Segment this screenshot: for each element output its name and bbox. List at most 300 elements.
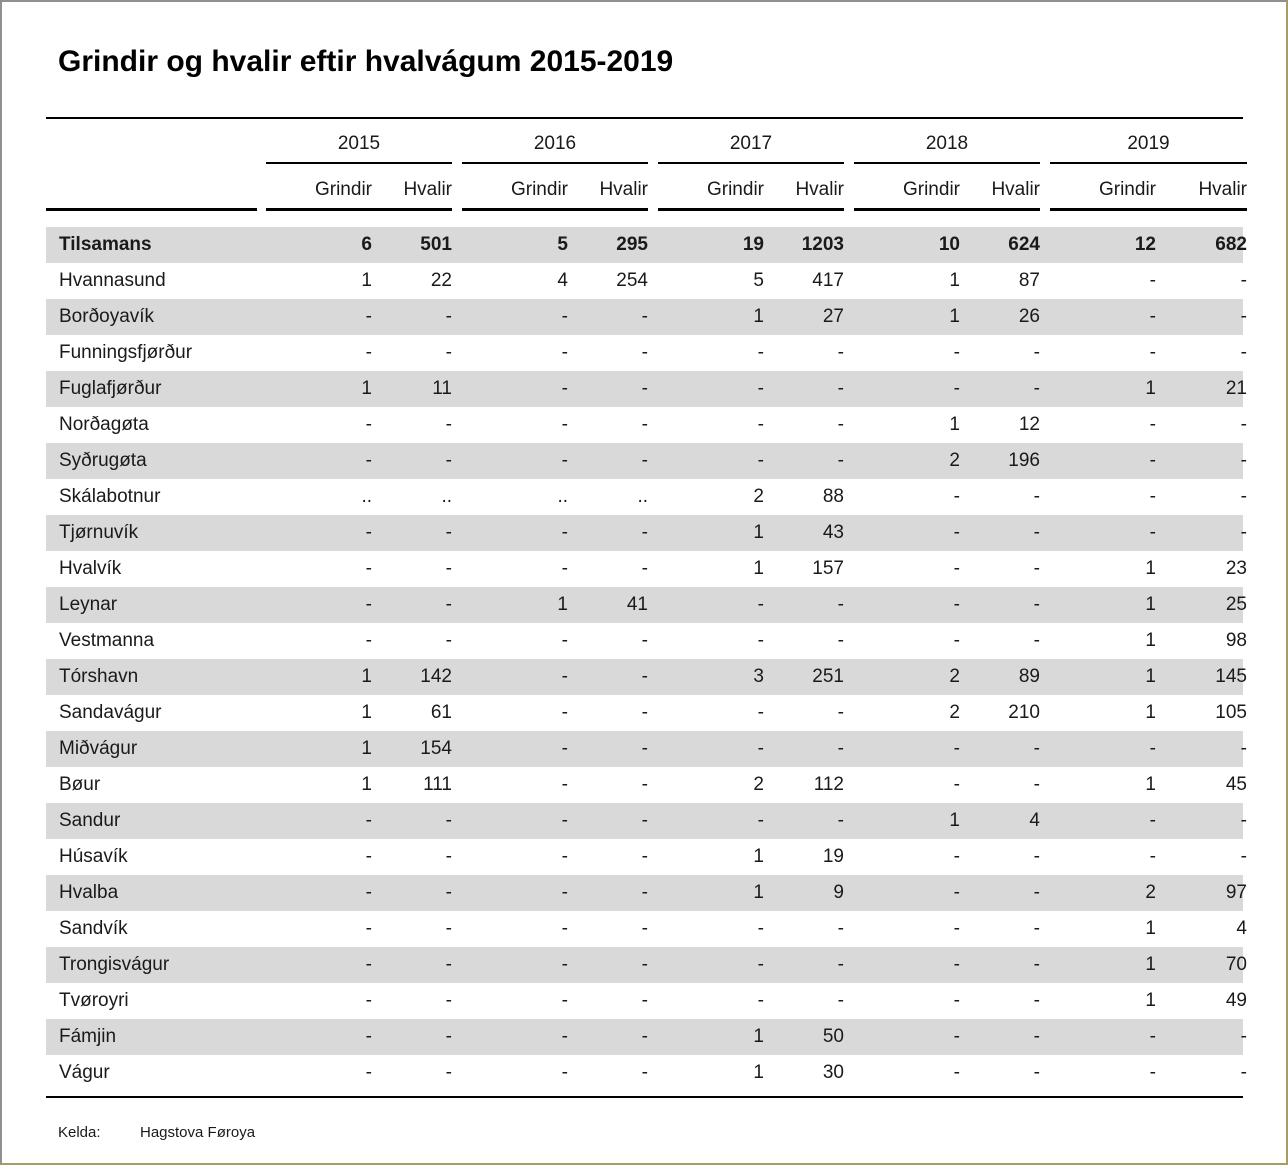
grindir-value: -	[365, 522, 372, 543]
table-row	[46, 659, 1247, 695]
row-label: Sandavágur	[59, 702, 162, 723]
grindir-value: 1	[1145, 630, 1156, 651]
hvalir-value: 111	[423, 774, 452, 795]
grindir-value: -	[953, 558, 960, 579]
hvalir-value: 251	[812, 666, 844, 687]
hvalir-value: -	[1033, 558, 1040, 579]
hvalir-value: -	[641, 882, 648, 903]
grindir-value: -	[561, 810, 568, 831]
year-values-group	[854, 803, 1040, 839]
hvalir-value: -	[641, 918, 648, 939]
year-values-group	[854, 911, 1040, 947]
hvalir-value: -	[1240, 810, 1247, 831]
year-values-group	[462, 731, 648, 767]
grindir-value: -	[757, 342, 764, 363]
hvalir-value: -	[1033, 738, 1040, 759]
year-values-group	[658, 371, 844, 407]
year-values-group	[266, 623, 452, 659]
hvalir-value: -	[837, 342, 844, 363]
year-values-group	[266, 263, 452, 299]
year-values-group	[1050, 335, 1247, 371]
table-row	[46, 947, 1247, 983]
year-values-group	[1050, 1019, 1247, 1055]
grindir-value: 1	[753, 522, 764, 543]
row-label: Hvalba	[59, 882, 119, 903]
grindir-value: -	[953, 846, 960, 867]
hvalir-value: -	[445, 306, 452, 327]
grindir-value: -	[1149, 270, 1156, 291]
grindir-value: 1	[1145, 702, 1156, 723]
year-values-group	[658, 839, 844, 875]
grindir-value: 1	[753, 882, 764, 903]
grindir-value: 1	[1145, 990, 1156, 1011]
grindir-value: -	[757, 414, 764, 435]
hvalir-value: 112	[813, 774, 844, 795]
year-values-group	[854, 227, 1040, 263]
year-values-group	[266, 1019, 452, 1055]
hvalir-value: -	[445, 558, 452, 579]
year-values-group	[658, 875, 844, 911]
grindir-value: -	[365, 1062, 372, 1083]
hvalir-value: 43	[822, 522, 844, 543]
grindir-value: -	[757, 954, 764, 975]
year-values-group	[1050, 407, 1247, 443]
grindir-value: -	[757, 378, 764, 399]
year-label: 2016	[533, 133, 577, 154]
year-values-group	[658, 767, 844, 803]
hvalir-value: 26	[1018, 306, 1040, 327]
year-values-group	[462, 335, 648, 371]
year-values-group	[1050, 803, 1247, 839]
grindir-value: -	[561, 378, 568, 399]
row-label-column-header	[46, 164, 257, 211]
year-values-group	[1050, 443, 1247, 479]
grindir-value: -	[365, 558, 372, 579]
year-values-group	[658, 911, 844, 947]
hvalir-value: -	[445, 954, 452, 975]
hvalir-value: -	[445, 630, 452, 651]
grindir-value: -	[953, 378, 960, 399]
year-values-group	[658, 659, 844, 695]
table-row	[46, 839, 1247, 875]
year-values-group	[658, 1019, 844, 1055]
hvalir-value: -	[641, 306, 648, 327]
table-row	[46, 983, 1247, 1019]
table-row	[46, 479, 1247, 515]
hvalir-value: -	[1240, 486, 1247, 507]
hvalir-value: -	[641, 738, 648, 759]
year-values-group	[1050, 659, 1247, 695]
year-values-group	[266, 407, 452, 443]
grindir-value: -	[953, 990, 960, 1011]
grindir-value: -	[365, 882, 372, 903]
grindir-column-header: Grindir	[1098, 179, 1156, 200]
grindir-value: -	[561, 342, 568, 363]
hvalir-value: -	[445, 594, 452, 615]
hvalir-value: -	[837, 918, 844, 939]
grindir-value: 19	[742, 234, 764, 255]
hvalir-value: -	[641, 342, 648, 363]
row-label: Leynar	[59, 594, 118, 615]
row-label: Skálabotnur	[59, 486, 161, 507]
table-row	[46, 335, 1247, 371]
hvalir-value: -	[641, 990, 648, 1011]
grindir-value: -	[953, 1062, 960, 1083]
row-label: Sandvík	[59, 918, 128, 939]
grindir-value: 1	[361, 270, 372, 291]
table-row	[46, 515, 1247, 551]
year-values-group	[1050, 839, 1247, 875]
hvalir-value: -	[1240, 342, 1247, 363]
year-values-group	[658, 947, 844, 983]
year-values-group	[462, 227, 648, 263]
grindir-value: 1	[361, 666, 372, 687]
hvalir-value: 50	[822, 1026, 844, 1047]
year-values-group	[1050, 947, 1247, 983]
year-values-group	[658, 1055, 844, 1091]
year-values-group	[1050, 299, 1247, 335]
hvalir-value: -	[641, 774, 648, 795]
year-values-group	[854, 1055, 1040, 1091]
grindir-value: 1	[753, 306, 764, 327]
hvalir-value: 87	[1018, 270, 1040, 291]
hvalir-value: 89	[1018, 666, 1040, 687]
grindir-value: 1	[949, 414, 960, 435]
year-values-group	[462, 839, 648, 875]
grindir-value: 1	[361, 738, 372, 759]
grindir-value: -	[1149, 342, 1156, 363]
year-values-group	[1050, 767, 1247, 803]
year-values-group	[854, 263, 1040, 299]
hvalir-value: -	[1033, 1026, 1040, 1047]
hvalir-value: -	[1033, 378, 1040, 399]
hvalir-value: 25	[1225, 594, 1247, 615]
year-values-group	[462, 263, 648, 299]
year-values-group	[266, 947, 452, 983]
hvalir-value: 4	[1029, 810, 1040, 831]
year-values-group	[854, 551, 1040, 587]
hvalir-column-header: Hvalir	[991, 179, 1040, 200]
table-row	[46, 587, 1247, 623]
hvalir-value: 45	[1225, 774, 1247, 795]
hvalir-value: -	[837, 954, 844, 975]
grindir-value: -	[561, 666, 568, 687]
year-values-group	[1050, 227, 1247, 263]
year-values-group	[266, 731, 452, 767]
table-row	[46, 875, 1247, 911]
grindir-value: 1	[557, 594, 568, 615]
year-values-group	[854, 515, 1040, 551]
table-row	[46, 299, 1247, 335]
table-row	[46, 767, 1247, 803]
hvalir-value: 19	[822, 846, 844, 867]
hvalir-value: -	[1240, 1026, 1247, 1047]
year-values-group	[266, 1055, 452, 1091]
year-values-group	[854, 587, 1040, 623]
grindir-value: 4	[557, 270, 568, 291]
grindir-value: -	[953, 738, 960, 759]
grindir-value: 1	[1145, 666, 1156, 687]
hvalir-value: 41	[626, 594, 648, 615]
row-label: Bøur	[59, 774, 101, 795]
row-label: Tórshavn	[59, 666, 139, 687]
year-values-group	[266, 371, 452, 407]
hvalir-value: -	[641, 630, 648, 651]
year-values-group	[854, 443, 1040, 479]
grindir-value: -	[953, 594, 960, 615]
year-group	[462, 119, 648, 164]
hvalir-value: -	[1240, 306, 1247, 327]
hvalir-value: -	[1033, 846, 1040, 867]
year-values-group	[1050, 875, 1247, 911]
source-name: Hagstova Føroya	[140, 1124, 256, 1141]
year-values-group	[266, 479, 452, 515]
year-values-group	[854, 335, 1040, 371]
row-label: Syðrugøta	[59, 450, 147, 471]
grindir-value: 1	[1145, 774, 1156, 795]
grindir-value: -	[953, 882, 960, 903]
grindir-value: -	[757, 630, 764, 651]
hvalir-value: 30	[822, 1062, 844, 1083]
grindir-value: 1	[1145, 378, 1156, 399]
table-row	[46, 407, 1247, 443]
hvalir-value: -	[445, 918, 452, 939]
grindir-value: -	[561, 774, 568, 795]
year-values-group	[462, 299, 648, 335]
year-values-group	[462, 1055, 648, 1091]
hvalir-value: -	[445, 990, 452, 1011]
hvalir-value: -	[1033, 774, 1040, 795]
grindir-value: 6	[361, 234, 372, 255]
year-values-group	[266, 767, 452, 803]
grindir-value: -	[561, 882, 568, 903]
year-values-group	[1050, 911, 1247, 947]
grindir-value: -	[1149, 450, 1156, 471]
subheader-group	[854, 164, 1040, 211]
grindir-value: 2	[949, 450, 960, 471]
grindir-value: -	[953, 630, 960, 651]
year-values-group	[462, 1019, 648, 1055]
hvalir-value: -	[1033, 918, 1040, 939]
grindir-value: 1	[1145, 594, 1156, 615]
hvalir-value: -	[641, 450, 648, 471]
year-values-group	[266, 335, 452, 371]
hvalir-value: -	[1033, 630, 1040, 651]
row-label: Vestmanna	[59, 630, 155, 651]
row-label: Húsavík	[59, 846, 128, 867]
year-values-group	[462, 515, 648, 551]
grindir-value: -	[365, 954, 372, 975]
hvalir-value: 501	[420, 234, 452, 255]
year-values-group	[266, 875, 452, 911]
grindir-value: -	[365, 918, 372, 939]
hvalir-value: 254	[616, 270, 648, 291]
grindir-value: 2	[949, 702, 960, 723]
year-values-group	[658, 803, 844, 839]
grindir-value: -	[953, 918, 960, 939]
hvalir-value: 9	[833, 882, 844, 903]
grindir-value: 1	[361, 378, 372, 399]
year-values-group	[854, 839, 1040, 875]
grindir-value: 1	[1145, 558, 1156, 579]
hvalir-value: -	[1033, 522, 1040, 543]
hvalir-value: -	[641, 954, 648, 975]
year-values-group	[854, 1019, 1040, 1055]
grindir-value: -	[561, 846, 568, 867]
hvalir-value: -	[1240, 738, 1247, 759]
year-values-group	[658, 407, 844, 443]
year-values-group	[462, 587, 648, 623]
year-values-group	[1050, 479, 1247, 515]
grindir-value: ..	[361, 486, 372, 507]
hvalir-value: -	[445, 846, 452, 867]
hvalir-value: 4	[1236, 918, 1247, 939]
grindir-value: -	[561, 738, 568, 759]
subheader-group	[1050, 164, 1247, 211]
grindir-value: 1	[753, 1062, 764, 1083]
year-group	[1050, 119, 1247, 164]
hvalir-value: 27	[822, 306, 844, 327]
grindir-value: -	[561, 522, 568, 543]
year-values-group	[1050, 695, 1247, 731]
hvalir-value: -	[837, 702, 844, 723]
grindir-value: -	[1149, 522, 1156, 543]
year-values-group	[854, 407, 1040, 443]
year-values-group	[854, 479, 1040, 515]
grindir-value: 1	[753, 558, 764, 579]
hvalir-value: -	[641, 1026, 648, 1047]
hvalir-value: 22	[430, 270, 452, 291]
row-label: Fámjin	[59, 1026, 117, 1047]
hvalir-value: -	[837, 378, 844, 399]
grindir-value: -	[561, 306, 568, 327]
hvalir-value: 154	[420, 738, 452, 759]
grindir-value: -	[757, 810, 764, 831]
table-body	[46, 227, 1247, 1091]
year-values-group	[266, 515, 452, 551]
hvalir-value: -	[1240, 270, 1247, 291]
grindir-value: -	[757, 990, 764, 1011]
grindir-value: ..	[557, 486, 568, 507]
hvalir-column-header: Hvalir	[795, 179, 844, 200]
year-values-group	[854, 983, 1040, 1019]
hvalir-column-header: Hvalir	[599, 179, 648, 200]
table-row	[46, 911, 1247, 947]
grindir-value: -	[1149, 486, 1156, 507]
year-values-group	[658, 695, 844, 731]
hvalir-value: -	[641, 558, 648, 579]
table-row	[46, 803, 1247, 839]
grindir-value: -	[365, 306, 372, 327]
hvalir-column-header: Hvalir	[1198, 179, 1247, 200]
year-values-group	[266, 803, 452, 839]
grindir-value: 1	[753, 1026, 764, 1047]
grindir-value: -	[365, 450, 372, 471]
year-values-group	[854, 299, 1040, 335]
hvalir-value: -	[1240, 414, 1247, 435]
year-values-group	[1050, 587, 1247, 623]
year-values-group	[854, 875, 1040, 911]
hvalir-value: -	[1033, 486, 1040, 507]
grindir-value: 1	[361, 774, 372, 795]
year-values-group	[462, 623, 648, 659]
hvalir-value: 142	[420, 666, 452, 687]
year-values-group	[658, 515, 844, 551]
hvalir-value: -	[445, 342, 452, 363]
grindir-value: -	[953, 954, 960, 975]
grindir-value: -	[561, 558, 568, 579]
year-values-group	[658, 335, 844, 371]
hvalir-value: -	[641, 702, 648, 723]
grindir-value: -	[757, 738, 764, 759]
grindir-value: -	[1149, 846, 1156, 867]
hvalir-value: -	[1240, 1062, 1247, 1083]
hvalir-value: 98	[1225, 630, 1247, 651]
grindir-value: 5	[557, 234, 568, 255]
header-spacer	[46, 119, 257, 164]
year-values-group	[1050, 515, 1247, 551]
row-label: Borðoyavík	[59, 306, 155, 327]
hvalir-value: -	[641, 1062, 648, 1083]
year-group	[854, 119, 1040, 164]
hvalir-value: -	[1033, 990, 1040, 1011]
hvalir-value: 1203	[801, 234, 844, 255]
year-values-group	[266, 227, 452, 263]
grindir-column-header: Grindir	[510, 179, 568, 200]
year-values-group	[1050, 983, 1247, 1019]
hvalir-value: -	[1033, 882, 1040, 903]
year-values-group	[1050, 263, 1247, 299]
grindir-value: -	[1149, 810, 1156, 831]
grindir-value: 1	[949, 306, 960, 327]
hvalir-value: -	[641, 666, 648, 687]
year-values-group	[658, 587, 844, 623]
row-label: Fuglafjørður	[59, 378, 162, 399]
grindir-value: -	[953, 522, 960, 543]
hvalir-value: -	[1240, 450, 1247, 471]
hvalir-value: 23	[1225, 558, 1247, 579]
grindir-value: -	[561, 630, 568, 651]
year-values-group	[462, 875, 648, 911]
year-values-group	[854, 947, 1040, 983]
hvalir-value: -	[445, 1026, 452, 1047]
whale-catch-table	[46, 117, 1247, 1098]
year-values-group	[1050, 623, 1247, 659]
hvalir-value: 49	[1225, 990, 1247, 1011]
row-label: Tjørnuvík	[59, 522, 139, 543]
year-values-group	[266, 587, 452, 623]
hvalir-value: -	[445, 522, 452, 543]
hvalir-value: 157	[812, 558, 844, 579]
row-label: Vágur	[59, 1062, 110, 1083]
row-label: Sandur	[59, 810, 121, 831]
grindir-value: -	[561, 414, 568, 435]
table-row	[46, 1055, 1247, 1091]
row-label: Funningsfjørður	[59, 342, 193, 363]
hvalir-value: 105	[1215, 702, 1247, 723]
row-label: Hvannasund	[59, 270, 166, 291]
page-title: Grindir og hvalir eftir hvalvágum 2015-2019	[58, 45, 674, 78]
subheader-group	[266, 164, 452, 211]
year-values-group	[462, 947, 648, 983]
table-row	[46, 731, 1247, 767]
grindir-value: 3	[753, 666, 764, 687]
year-values-group	[854, 767, 1040, 803]
year-label: 2015	[337, 133, 381, 154]
table-row	[46, 443, 1247, 479]
table-row	[46, 371, 1247, 407]
year-values-group	[462, 479, 648, 515]
